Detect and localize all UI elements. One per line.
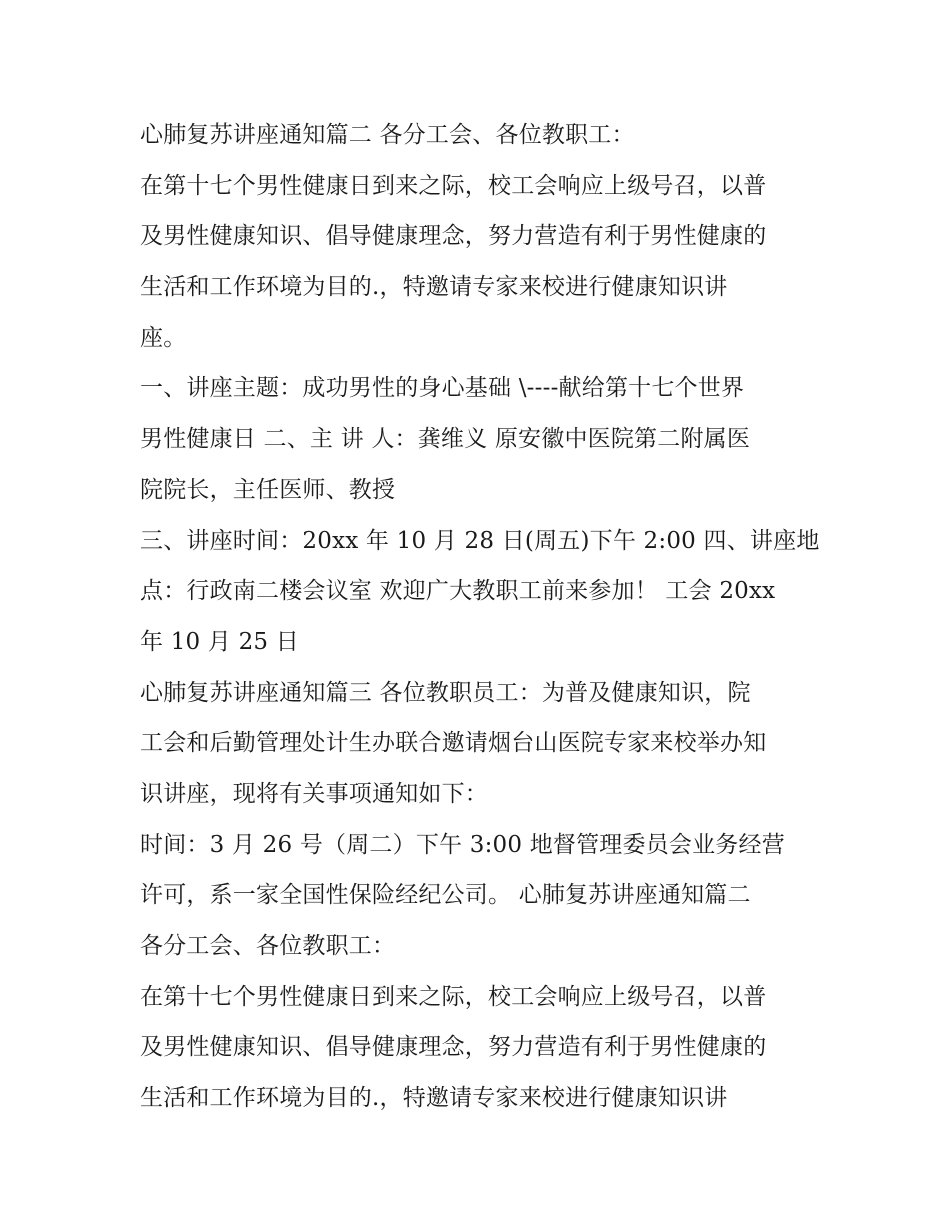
text-line: 识讲座，现将有关事项通知如下： [140,780,488,807]
text-line: 生活和工作环境为目的.，特邀请专家来校进行健康知识讲 [140,274,728,301]
text-line: 许可，系一家全国性保险经纪公司。 心肺复苏讲座通知篇二 [140,882,751,909]
text-line: 年 10 月 25 日 [140,628,299,655]
text-line: 时间：3 月 26 号（周二）下午 3:00 地督管理委员会业务经营 [140,831,785,858]
text-line: 在第十七个男性健康日到来之际，校工会响应上级号召，以普 [140,172,767,199]
text-line: 心肺复苏讲座通知篇三 各位教职员工：为普及健康知识，院 [140,679,751,706]
text-line: 院院长，主任医师、教授 [140,476,396,503]
text-line: 及男性健康知识、倡导健康理念，努力营造有利于男性健康的 [140,223,767,250]
text-line: 心肺复苏讲座通知篇二 各分工会、各位教职工： [140,122,635,148]
text-line: 一、讲座主题：成功男性的身心基础 \----献给第十七个世界 [140,375,745,402]
text-line: 工会和后勤管理处计生办联合邀请烟台山医院专家来校举办知 [140,730,767,757]
text-line: 各分工会、各位教职工： [140,933,396,959]
text-line: 及男性健康知识、倡导健康理念，努力营造有利于男性健康的 [140,1034,767,1061]
text-line: 座。 [140,324,187,351]
text-line: 在第十七个男性健康日到来之际，校工会响应上级号召，以普 [140,983,767,1010]
text-line: 三、讲座时间：20xx 年 10 月 28 日(周五)下午 2:00 四、讲座地 [140,527,820,554]
document-body [140,110,820,1124]
text-line: 男性健康日 二、主 讲 人：龚维义 原安徽中医院第二附属医 [140,426,751,453]
text-line: 点：行政南二楼会议室 欢迎广大教职工前来参加！ 工会 20xx [140,578,776,605]
text-line: 生活和工作环境为目的.，特邀请专家来校进行健康知识讲 [140,1085,728,1112]
